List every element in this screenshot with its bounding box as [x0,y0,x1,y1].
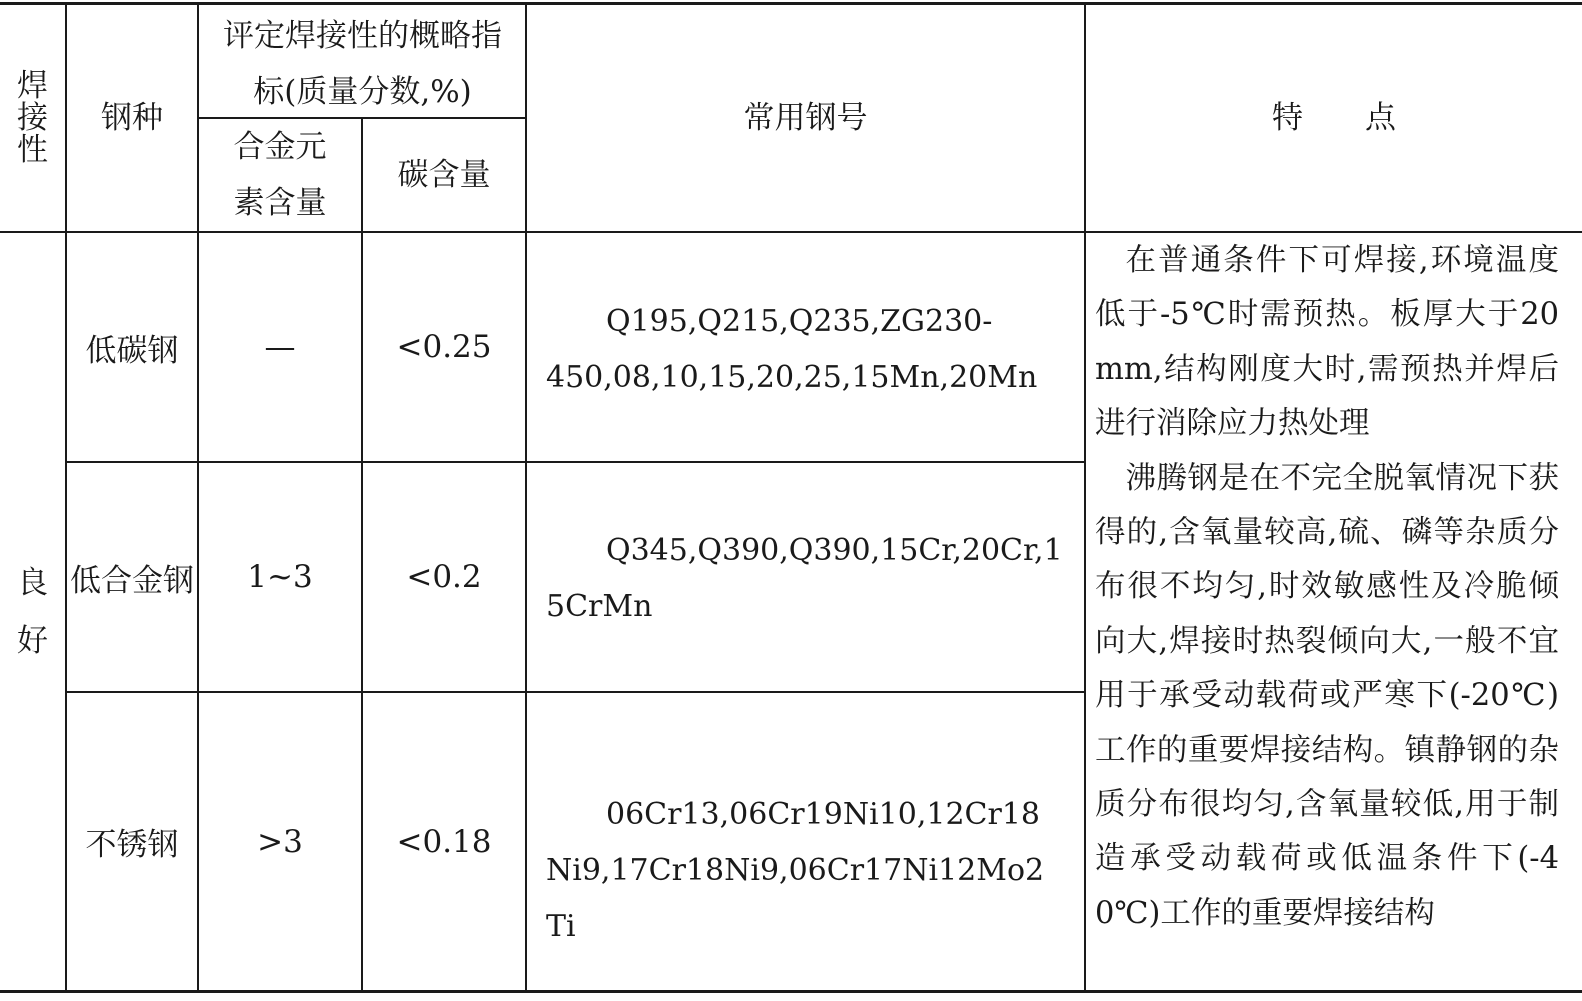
features-paragraph-2: 沸腾钢是在不完全脱氧情况下获得的,含氧量较高,硫、磷等杂质分布很不均匀,时效敏感性及冷脆倾向大,焊接时热裂倾向大,一般不宜用于承受动载荷或严寒下(-20℃)工作的重要焊接结构。镇静钢的杂质分布很均匀,含氧量较低,用于制造承受动载荷或低温条件下(-40℃)工作的重要焊接结构 [1095,460,1559,931]
header-indicator: 评定焊接性的概略指标(质量分数,%) [223,18,502,110]
header-weldability-cell [0,5,65,231]
header-steel-type [67,5,197,231]
carbon-content [363,463,525,691]
header-carbon-content-cell [363,119,525,231]
header-grades-cell [527,5,1084,231]
steel-grades: Q345,Q390,Q390,15Cr,20Cr,15CrMn [546,533,1063,624]
carbon-content [363,233,525,461]
header-indicator-cell [200,5,525,117]
alloy-content-value: — [264,329,296,365]
header-weldability: 焊接性 [17,68,48,168]
table-row [67,233,197,461]
carbon-content [363,693,525,990]
table-row [67,463,197,691]
alloy-content [199,693,361,990]
alloy-content [199,233,361,461]
table-bottom-rule [0,990,1582,993]
weldability-group-cell [0,233,65,990]
steel-type: 低碳钢 [85,332,179,369]
header-steel-type-label: 钢种 [101,100,163,136]
carbon-content-value: <0.25 [396,329,492,365]
header-alloy-content-cell [199,119,361,231]
carbon-content-value: <0.2 [406,559,482,595]
weldability-value: 良好 [17,564,48,659]
features-text [1095,234,1559,941]
steel-type: 不锈钢 [85,827,179,863]
header-features: 特 点 [1272,100,1396,136]
steel-grades: 06Cr13,06Cr19Ni10,12Cr18Ni9,17Cr18Ni9,06Cr17Ni12Mo2Ti [546,797,1045,944]
carbon-content-value: <0.18 [396,823,492,860]
features-paragraph-1: 在普通条件下可焊接,环境温度低于-5℃时需预热。板厚大于20mm,结构刚度大时,需预热并焊后进行消除应力热处理 [1095,243,1559,442]
alloy-content [199,463,361,691]
header-grades: 常用钢号 [743,100,868,136]
steel-grades: Q195,Q215,Q235,ZG230-450,08,10,15,20,25,15Mn,20Mn [546,304,1038,395]
alloy-content-value: 1~3 [247,559,313,595]
header-features-cell [1086,5,1582,231]
header-carbon-content: 碳含量 [397,157,491,193]
alloy-content-value: >3 [257,823,303,860]
steel-type: 低合金钢 [70,562,194,599]
header-alloy-content: 合金元素含量 [233,129,327,221]
table-row [67,693,197,990]
